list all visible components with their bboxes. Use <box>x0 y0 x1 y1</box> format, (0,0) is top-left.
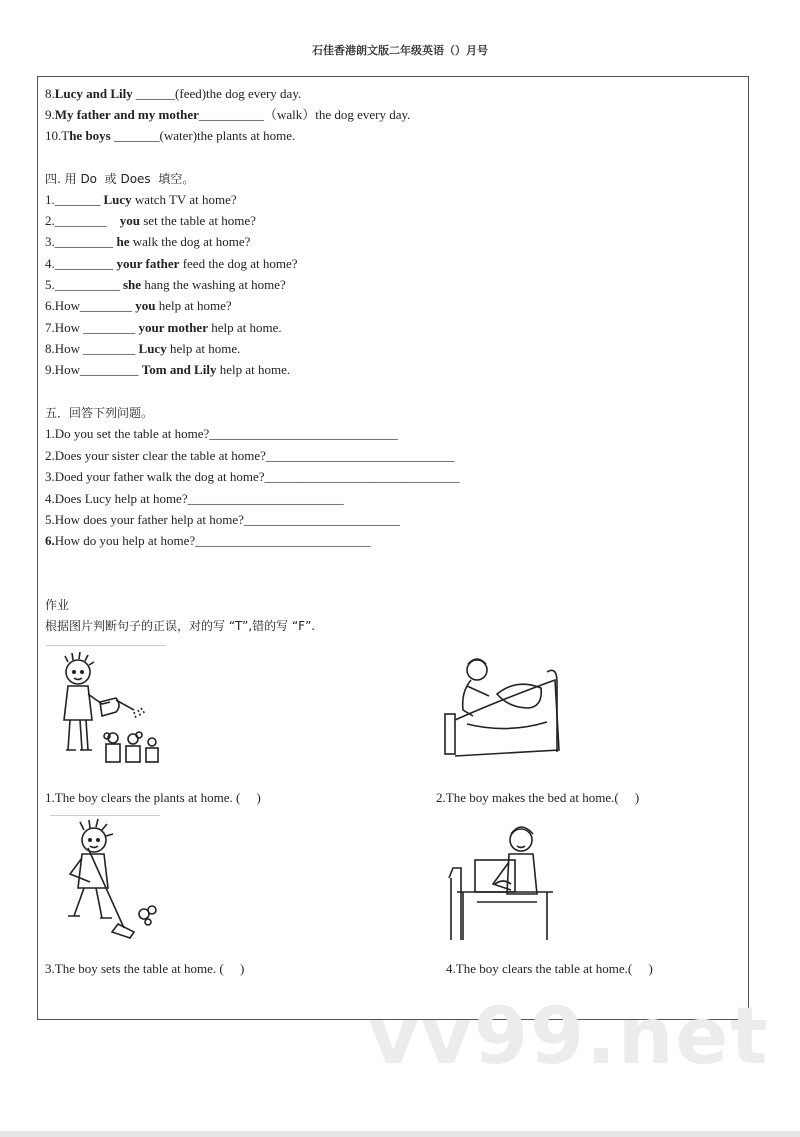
fill-item-9: 9.How_________ Tom and Lily help at home. <box>45 362 291 377</box>
fill-item-1: 1._______ Lucy watch TV at home? <box>45 192 237 207</box>
answer-item-1: 1.Do you set the table at home?_____________________________ <box>45 426 398 441</box>
boy-clearing-table-picture <box>437 818 562 946</box>
page-header: 石佳香港朗文版二年级英语（）月号 <box>312 44 488 57</box>
question-9: 9.My father and my mother__________（walk）the dog every day. <box>45 107 411 122</box>
page-bottom-edge <box>0 1131 800 1137</box>
fill-item-2: 2.________ you set the table at home? <box>45 213 256 228</box>
homework-instruction: 根据图片判断句子的正误，对的写 “T”,错的写 “F”. <box>45 619 316 633</box>
boy-sweeping-picture <box>48 818 163 943</box>
boy-making-bed-picture <box>437 650 562 765</box>
fill-item-4: 4._________ your father feed the dog at home? <box>45 256 298 271</box>
section-4-title: 四. 用 Do 或 Does 填空。 <box>45 172 195 186</box>
true-false-item-2: 2.The boy makes the bed at home.( ) <box>436 790 640 805</box>
true-false-item-1: 1.The boy clears the plants at home. ( ) <box>45 790 261 805</box>
section-5-title: 五．回答下列问题。 <box>45 406 154 420</box>
answer-item-5: 5.How does your father help at home?________________________ <box>45 512 400 527</box>
true-false-item-3: 3.The boy sets the table at home. ( ) <box>45 961 245 976</box>
answer-item-6: 6.How do you help at home?___________________________ <box>45 533 371 548</box>
picture-divider <box>46 645 166 646</box>
answer-item-4: 4.Does Lucy help at home?________________________ <box>45 491 344 506</box>
fill-item-8: 8.How ________ Lucy help at home. <box>45 341 241 356</box>
homework-title: 作业 <box>45 598 70 612</box>
watermark: vv99.net <box>368 992 770 1082</box>
picture-divider-2 <box>50 815 160 816</box>
fill-item-3: 3._________ he walk the dog at home? <box>45 234 251 249</box>
answer-item-2: 2.Does your sister clear the table at home?_____________________________ <box>45 448 455 463</box>
answer-item-3: 3.Doed your father walk the dog at home?______________________________ <box>45 469 460 484</box>
question-10: 10.The boys _______(water)the plants at home. <box>45 128 296 143</box>
boy-watering-plants-picture <box>44 650 169 775</box>
fill-item-5: 5.__________ she hang the washing at home? <box>45 277 286 292</box>
question-8: 8.Lucy and Lily ______(feed)the dog every day. <box>45 86 302 101</box>
fill-item-6: 6.How________ you help at home? <box>45 298 232 313</box>
fill-item-7: 7.How ________ your mother help at home. <box>45 320 282 335</box>
true-false-item-4: 4.The boy clears the table at home.( ) <box>446 961 653 976</box>
